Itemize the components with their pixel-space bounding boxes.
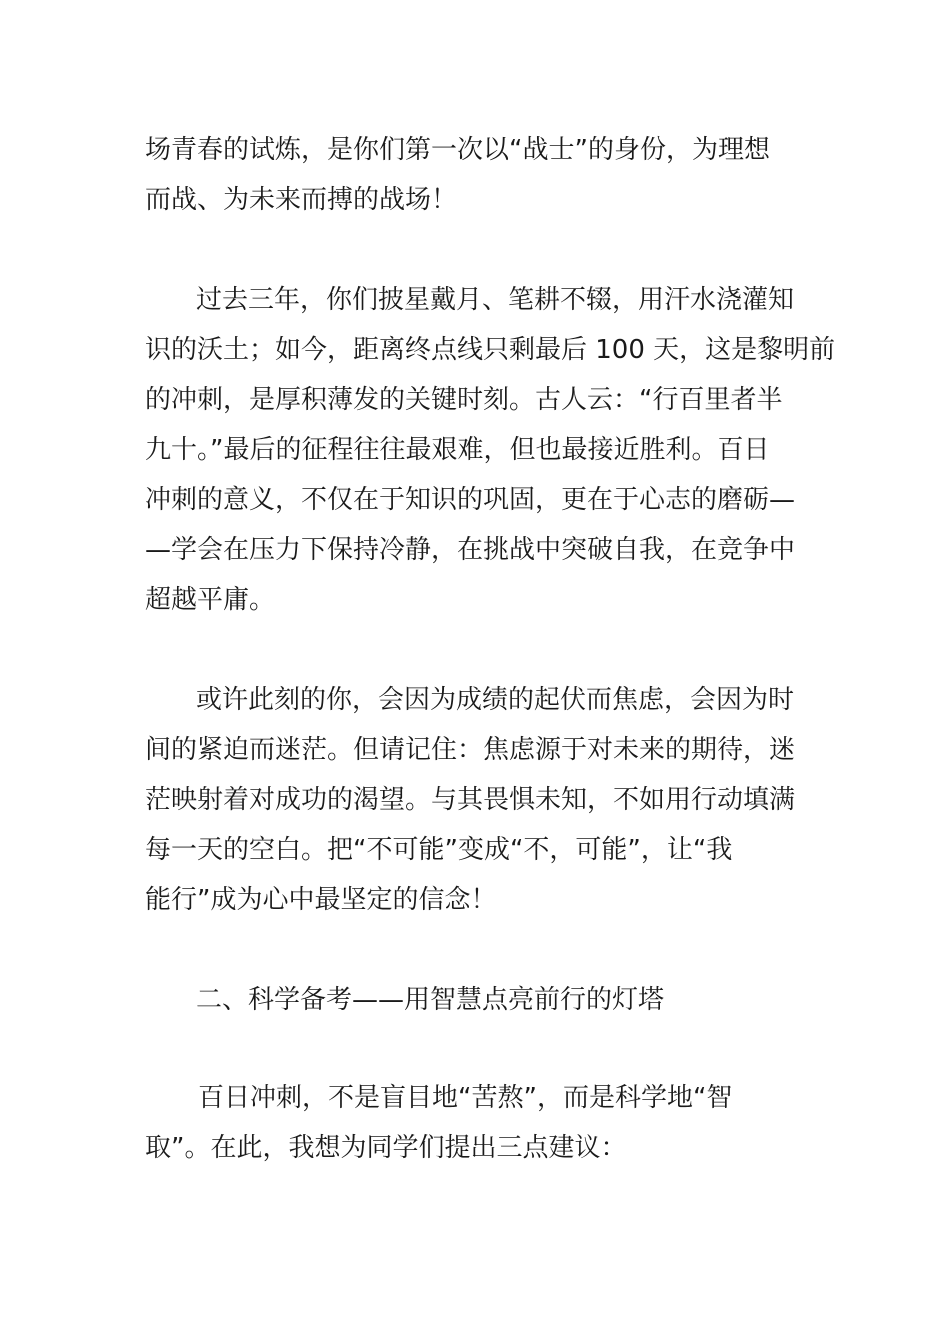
paragraph-2-line-2: 识的沃土；如今，距离终点线只剩最后 100 天，这是黎明前 (145, 335, 836, 365)
paragraph-2-line-4: 九十。”最后的征程往往最艰难，但也最接近胜利。百日 (145, 435, 770, 465)
paragraph-2-line-3: 的冲刺，是厚积薄发的关键时刻。古人云：“行百里者半 (145, 385, 783, 415)
paragraph-2-line-1: 过去三年，你们披星戴月、笔耕不辍，用汗水浇灌知 (196, 285, 795, 315)
paragraph-3-line-2: 间的紧迫而迷茫。但请记住：焦虑源于对未来的期待，迷 (145, 735, 796, 765)
paragraph-3-line-3: 茫映射着对成功的渴望。与其畏惧未知，不如用行动填满 (145, 785, 796, 815)
paragraph-1-line-1: 场青春的试炼，是你们第一次以“战士”的身份，为理想 (145, 135, 770, 165)
paragraph-2-line-7: 超越平庸。 (145, 585, 276, 615)
paragraph-4-line-2: 取”。在此，我想为同学们提出三点建议： (145, 1133, 627, 1163)
paragraph-3-line-1: 或许此刻的你，会因为成绩的起伏而焦虑，会因为时 (196, 685, 795, 715)
section-heading: 二、科学备考——用智慧点亮前行的灯塔 (196, 985, 665, 1015)
paragraph-3-line-5: 能行”成为心中最坚定的信念！ (145, 885, 497, 915)
paragraph-1-line-2: 而战、为未来而搏的战场！ (145, 185, 458, 215)
paragraph-4-line-1: 百日冲刺，不是盲目地“苦熬”，而是科学地“智 (198, 1083, 733, 1113)
paragraph-2-line-5: 冲刺的意义，不仅在于知识的巩固，更在于心志的磨砺— (145, 485, 796, 515)
paragraph-3-line-4: 每一天的空白。把“不可能”变成“不，可能”，让“我 (145, 835, 733, 865)
paragraph-2-line-6: —学会在压力下保持冷静，在挑战中突破自我，在竞争中 (145, 535, 796, 565)
